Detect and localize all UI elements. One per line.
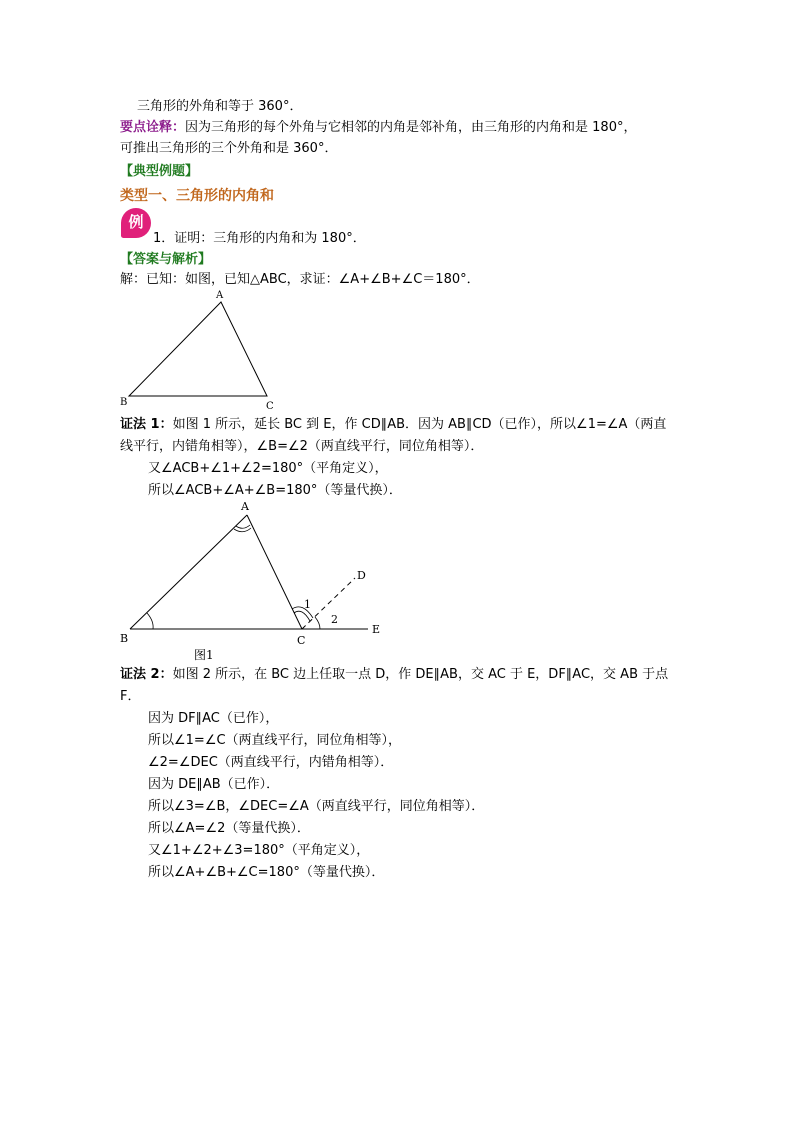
intro-line: 三角形的外角和等于 360°．	[137, 99, 303, 114]
proof2-line2: F．	[120, 689, 141, 704]
fig1-caption: 图1	[194, 648, 214, 662]
key-point-text: 因为三角形的每个外角与它相邻的内角是邻补角，由三角形的内角和是 180°，	[185, 120, 637, 135]
key-point-label: 要点诠释：	[120, 120, 186, 135]
proof1-line3: 又∠ACB+∠1+∠2=180°（平角定义），	[148, 461, 388, 476]
figure-1	[110, 495, 400, 665]
key-point-text-2: 可推出三角形的三个外角和是 360°．	[120, 141, 338, 156]
triangle-abc-figure	[110, 285, 290, 415]
proof1-line2: 线平行，内错角相等），∠B=∠2（两直线平行，同位角相等）．	[120, 439, 484, 454]
proof2-label: 证法 2：	[120, 667, 173, 682]
proof2-step-5: 所以∠3=∠B，∠DEC=∠A（两直线平行，同位角相等）．	[148, 799, 485, 814]
example-question: 1．证明：三角形的内角和为 180°．	[153, 231, 366, 246]
vertex-a-label: A	[216, 290, 224, 301]
proof2-step-8: 所以∠A+∠B+∠C=180°（等量代换）．	[148, 865, 385, 880]
example-badge: 例	[121, 208, 151, 238]
proof2-step-2: 所以∠1=∠C（两直线平行，同位角相等），	[148, 733, 402, 748]
proof2-text: 如图 2 所示，在 BC 边上任取一点 D，作 DE∥AB，交 AC 于 E，DF∥AC，交 AB 于点	[172, 667, 669, 682]
proof2-line1	[120, 666, 668, 684]
proof1-label: 证法 1：	[120, 417, 173, 432]
side-ac	[247, 515, 302, 629]
proof1-line1	[120, 416, 666, 434]
proof2-step-3: ∠2=∠DEC（两直线平行，内错角相等）．	[148, 755, 394, 770]
proof2-step-7: 又∠1+∠2+∠3=180°（平角定义），	[148, 843, 370, 858]
answer-header: 【答案与解析】	[120, 252, 212, 267]
vertex-b-label: B	[120, 397, 128, 408]
proof2-step-1: 因为 DF∥AC（已作），	[148, 711, 279, 726]
section-type1: 类型一、三角形的内角和	[120, 188, 274, 204]
proof2-step-4: 因为 DE∥AB（已作）．	[148, 777, 280, 792]
proof1-line4: 所以∠ACB+∠A+∠B=180°（等量代换）．	[148, 483, 402, 498]
fig1-label-d: D	[357, 569, 366, 582]
angle-b-arc	[147, 613, 153, 629]
side-ab	[130, 515, 247, 629]
fig1-angle-1: 1	[304, 598, 311, 611]
solution-line: 解：已知：如图，已知△ABC，求证：∠A+∠B+∠C＝180°．	[120, 272, 480, 287]
fig1-angle-2: 2	[331, 613, 338, 626]
proof1-text: 如图 1 所示，延长 BC 到 E，作 CD∥AB．因为 AB∥CD（已作），所以∠1=∠A（两直	[172, 417, 667, 432]
angle-a-arc	[236, 525, 250, 528]
fig1-label-e: E	[372, 623, 381, 636]
angle-2-arc	[315, 617, 320, 629]
triangle-abc	[129, 302, 267, 396]
vertex-c-label: C	[266, 401, 274, 412]
proof2-step-6: 所以∠A=∠2（等量代换）．	[148, 821, 310, 836]
angle-1-arc	[294, 611, 310, 621]
section-typical-examples: 【典型例题】	[120, 164, 199, 179]
fig1-label-c: C	[297, 634, 306, 647]
key-point	[120, 119, 636, 137]
fig1-label-b: B	[120, 632, 129, 645]
fig1-label-a: A	[241, 500, 249, 513]
